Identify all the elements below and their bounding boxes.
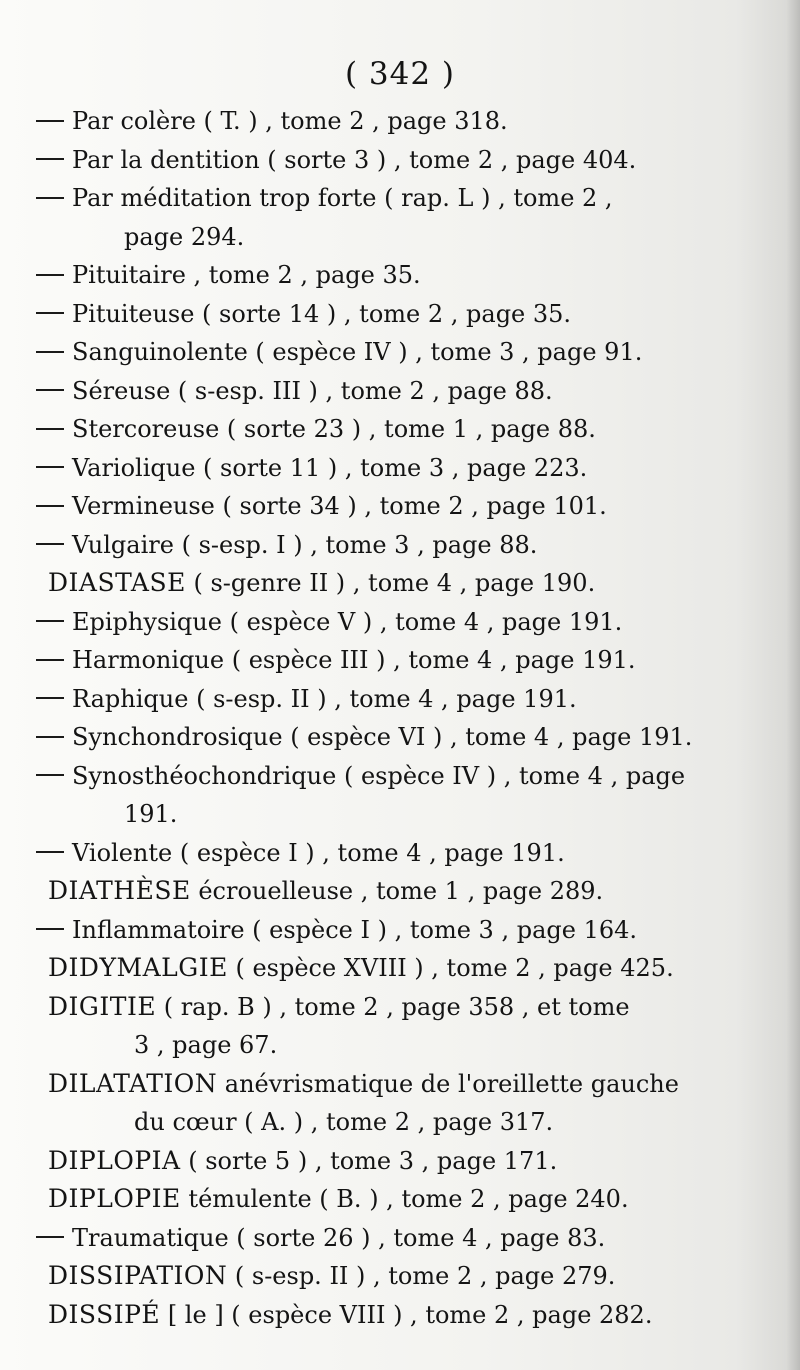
entry-line: [36, 179, 613, 218]
entry-text: ( espèce XVIII ) , tome 2 , page 425.: [227, 954, 674, 982]
index-entry: [0, 1065, 800, 1142]
entry-continuation: du cœur ( A. ) , tome 2 , page 317.: [134, 1108, 554, 1136]
entry-line: [48, 1180, 629, 1219]
entry-headword: DIGITIE: [48, 991, 157, 1021]
index-entry: [0, 1219, 800, 1258]
index-entry: [0, 487, 800, 526]
entry-line: [48, 988, 630, 1027]
entry-line: [36, 295, 571, 334]
entry-headword: DILATATION: [48, 1068, 218, 1098]
entry-line: [36, 526, 537, 565]
continuation-dash: [36, 197, 64, 199]
entry-text: Epiphysique ( espèce V ) , tome 4 , page 191.: [72, 607, 623, 636]
index-entry: [0, 680, 800, 719]
entry-text: Traumatique ( sorte 26 ) , tome 4 , page 83.: [72, 1223, 606, 1252]
continuation-dash: [36, 158, 64, 160]
entry-text: Par la dentition ( sorte 3 ) , tome 2 , page 404.: [72, 145, 637, 174]
index-entry: [0, 757, 800, 834]
entry-text: Vermineuse ( sorte 34 ) , tome 2 , page 101.: [72, 492, 607, 520]
entry-text: Synosthéochondrique ( espèce IV ) , tome 4 , page: [72, 761, 686, 790]
entry-line: [48, 949, 674, 988]
continuation-dash: [36, 659, 64, 661]
continuation-dash: [36, 620, 64, 622]
entry-line: [36, 141, 636, 180]
entry-headword: DISSIPATION: [48, 1261, 228, 1290]
continuation-dash: [36, 697, 64, 699]
entry-line: [36, 102, 508, 141]
index-entry: [0, 141, 800, 180]
entry-text: Par colère ( T. ) , tome 2 , page 318.: [72, 107, 508, 135]
entry-headword: DIDYMALGIE: [48, 953, 228, 982]
entry-line: [36, 410, 596, 449]
index-entry: [0, 911, 800, 950]
entry-text: Par méditation trop forte ( rap. L ) , tome 2 ,: [72, 184, 613, 212]
index-entry: [0, 718, 800, 757]
entry-headword: DIATHÈSE: [48, 876, 191, 905]
entry-line: [48, 1065, 679, 1104]
index-entry: [0, 256, 800, 295]
index-entry: [0, 834, 800, 873]
entry-line: [48, 1142, 557, 1181]
entry-text: Pituitaire , tome 2 , page 35.: [72, 261, 421, 289]
continuation-dash: [36, 120, 64, 122]
continuation-dash: [36, 466, 64, 468]
entry-text: écrouelleuse , tome 1 , page 289.: [190, 877, 604, 905]
continuation-dash: [36, 774, 64, 776]
index-entries: [0, 102, 800, 1334]
index-entry: [0, 410, 800, 449]
continuation-dash: [36, 543, 64, 545]
entry-text: Harmonique ( espèce III ) , tome 4 , page 191.: [72, 646, 636, 674]
entry-line: [36, 487, 607, 526]
continuation-dash: [36, 351, 64, 353]
entry-line: [36, 911, 637, 950]
entry-line: [48, 564, 595, 603]
index-entry: [0, 1296, 800, 1335]
entry-line: [36, 333, 642, 372]
entry-line: [36, 834, 565, 873]
entry-text: Stercoreuse ( sorte 23 ) , tome 1 , page 88.: [72, 415, 596, 443]
entry-continuation: 191.: [124, 800, 178, 828]
index-entry: [0, 872, 800, 911]
entry-headword: DISSIPÉ: [48, 1299, 161, 1329]
entry-headword: DIPLOPIE: [48, 1184, 181, 1213]
index-entry: [0, 179, 800, 256]
index-entry: [0, 641, 800, 680]
index-entry: [0, 1142, 800, 1181]
entry-line: [36, 603, 622, 642]
entry-line: [36, 449, 587, 488]
entry-line: [36, 1219, 605, 1258]
entry-text: Raphique ( s-esp. II ) , tome 4 , page 191.: [72, 684, 577, 713]
index-entry: [0, 295, 800, 334]
entry-text: anévrismatique de l'oreillette gauche: [217, 1069, 679, 1098]
entry-line: [36, 372, 553, 411]
entry-text: [ le ] ( espèce VIII ) , tome 2 , page 282.: [160, 1300, 653, 1329]
continuation-dash: [36, 428, 64, 430]
entry-line: [36, 641, 636, 680]
index-entry: [0, 1257, 800, 1296]
entry-text: ( s-esp. II ) , tome 2 , page 279.: [227, 1262, 616, 1290]
entry-line: [48, 1257, 615, 1296]
entry-text: Inflammatoire ( espèce I ) , tome 3 , page 164.: [72, 915, 638, 944]
entry-line: [48, 1296, 652, 1335]
continuation-dash: [36, 736, 64, 738]
continuation-dash: [36, 1236, 64, 1238]
entry-text: ( rap. B ) , tome 2 , page 358 , et tome: [156, 992, 630, 1021]
entry-continuation: 3 , page 67.: [134, 1031, 278, 1059]
entry-line: [48, 872, 603, 911]
continuation-dash: [36, 928, 64, 930]
entry-line: [36, 718, 692, 757]
entry-text: Violente ( espèce I ) , tome 4 , page 191.: [72, 838, 565, 867]
index-entry: [0, 1180, 800, 1219]
index-entry: [0, 102, 800, 141]
continuation-dash: [36, 389, 64, 391]
entry-headword: DIPLOPIA: [48, 1145, 181, 1175]
continuation-dash: [36, 505, 64, 507]
index-entry: [0, 949, 800, 988]
entry-line: [36, 256, 421, 295]
entry-text: témulente ( B. ) , tome 2 , page 240.: [180, 1185, 629, 1213]
index-entry: [0, 564, 800, 603]
entry-text: Pituiteuse ( sorte 14 ) , tome 2 , page 35.: [72, 299, 572, 328]
index-entry: [0, 333, 800, 372]
entry-line: [36, 757, 685, 796]
entry-continuation: page 294.: [124, 222, 245, 251]
entry-text: Vulgaire ( s-esp. I ) , tome 3 , page 88.: [72, 530, 538, 559]
continuation-dash: [36, 312, 64, 314]
page-number: ( 342 ): [344, 56, 456, 92]
index-entry: [0, 603, 800, 642]
entry-text: Sanguinolente ( espèce IV ) , tome 3 , page 91.: [72, 338, 643, 366]
entry-text: Synchondrosique ( espèce VI ) , tome 4 , page 191.: [72, 723, 693, 751]
entry-headword: DIASTASE: [48, 568, 186, 597]
entry-text: Variolique ( sorte 11 ) , tome 3 , page 223.: [72, 453, 588, 482]
entry-text: ( sorte 5 ) , tome 3 , page 171.: [180, 1146, 558, 1175]
continuation-dash: [36, 851, 64, 853]
entry-text: ( s-genre II ) , tome 4 , page 190.: [185, 569, 596, 597]
continuation-dash: [36, 274, 64, 276]
index-entry: [0, 449, 800, 488]
entry-text: Séreuse ( s-esp. III ) , tome 2 , page 88.: [72, 376, 553, 405]
index-entry: [0, 988, 800, 1065]
entry-line: [36, 680, 577, 719]
index-entry: [0, 526, 800, 565]
index-entry: [0, 372, 800, 411]
